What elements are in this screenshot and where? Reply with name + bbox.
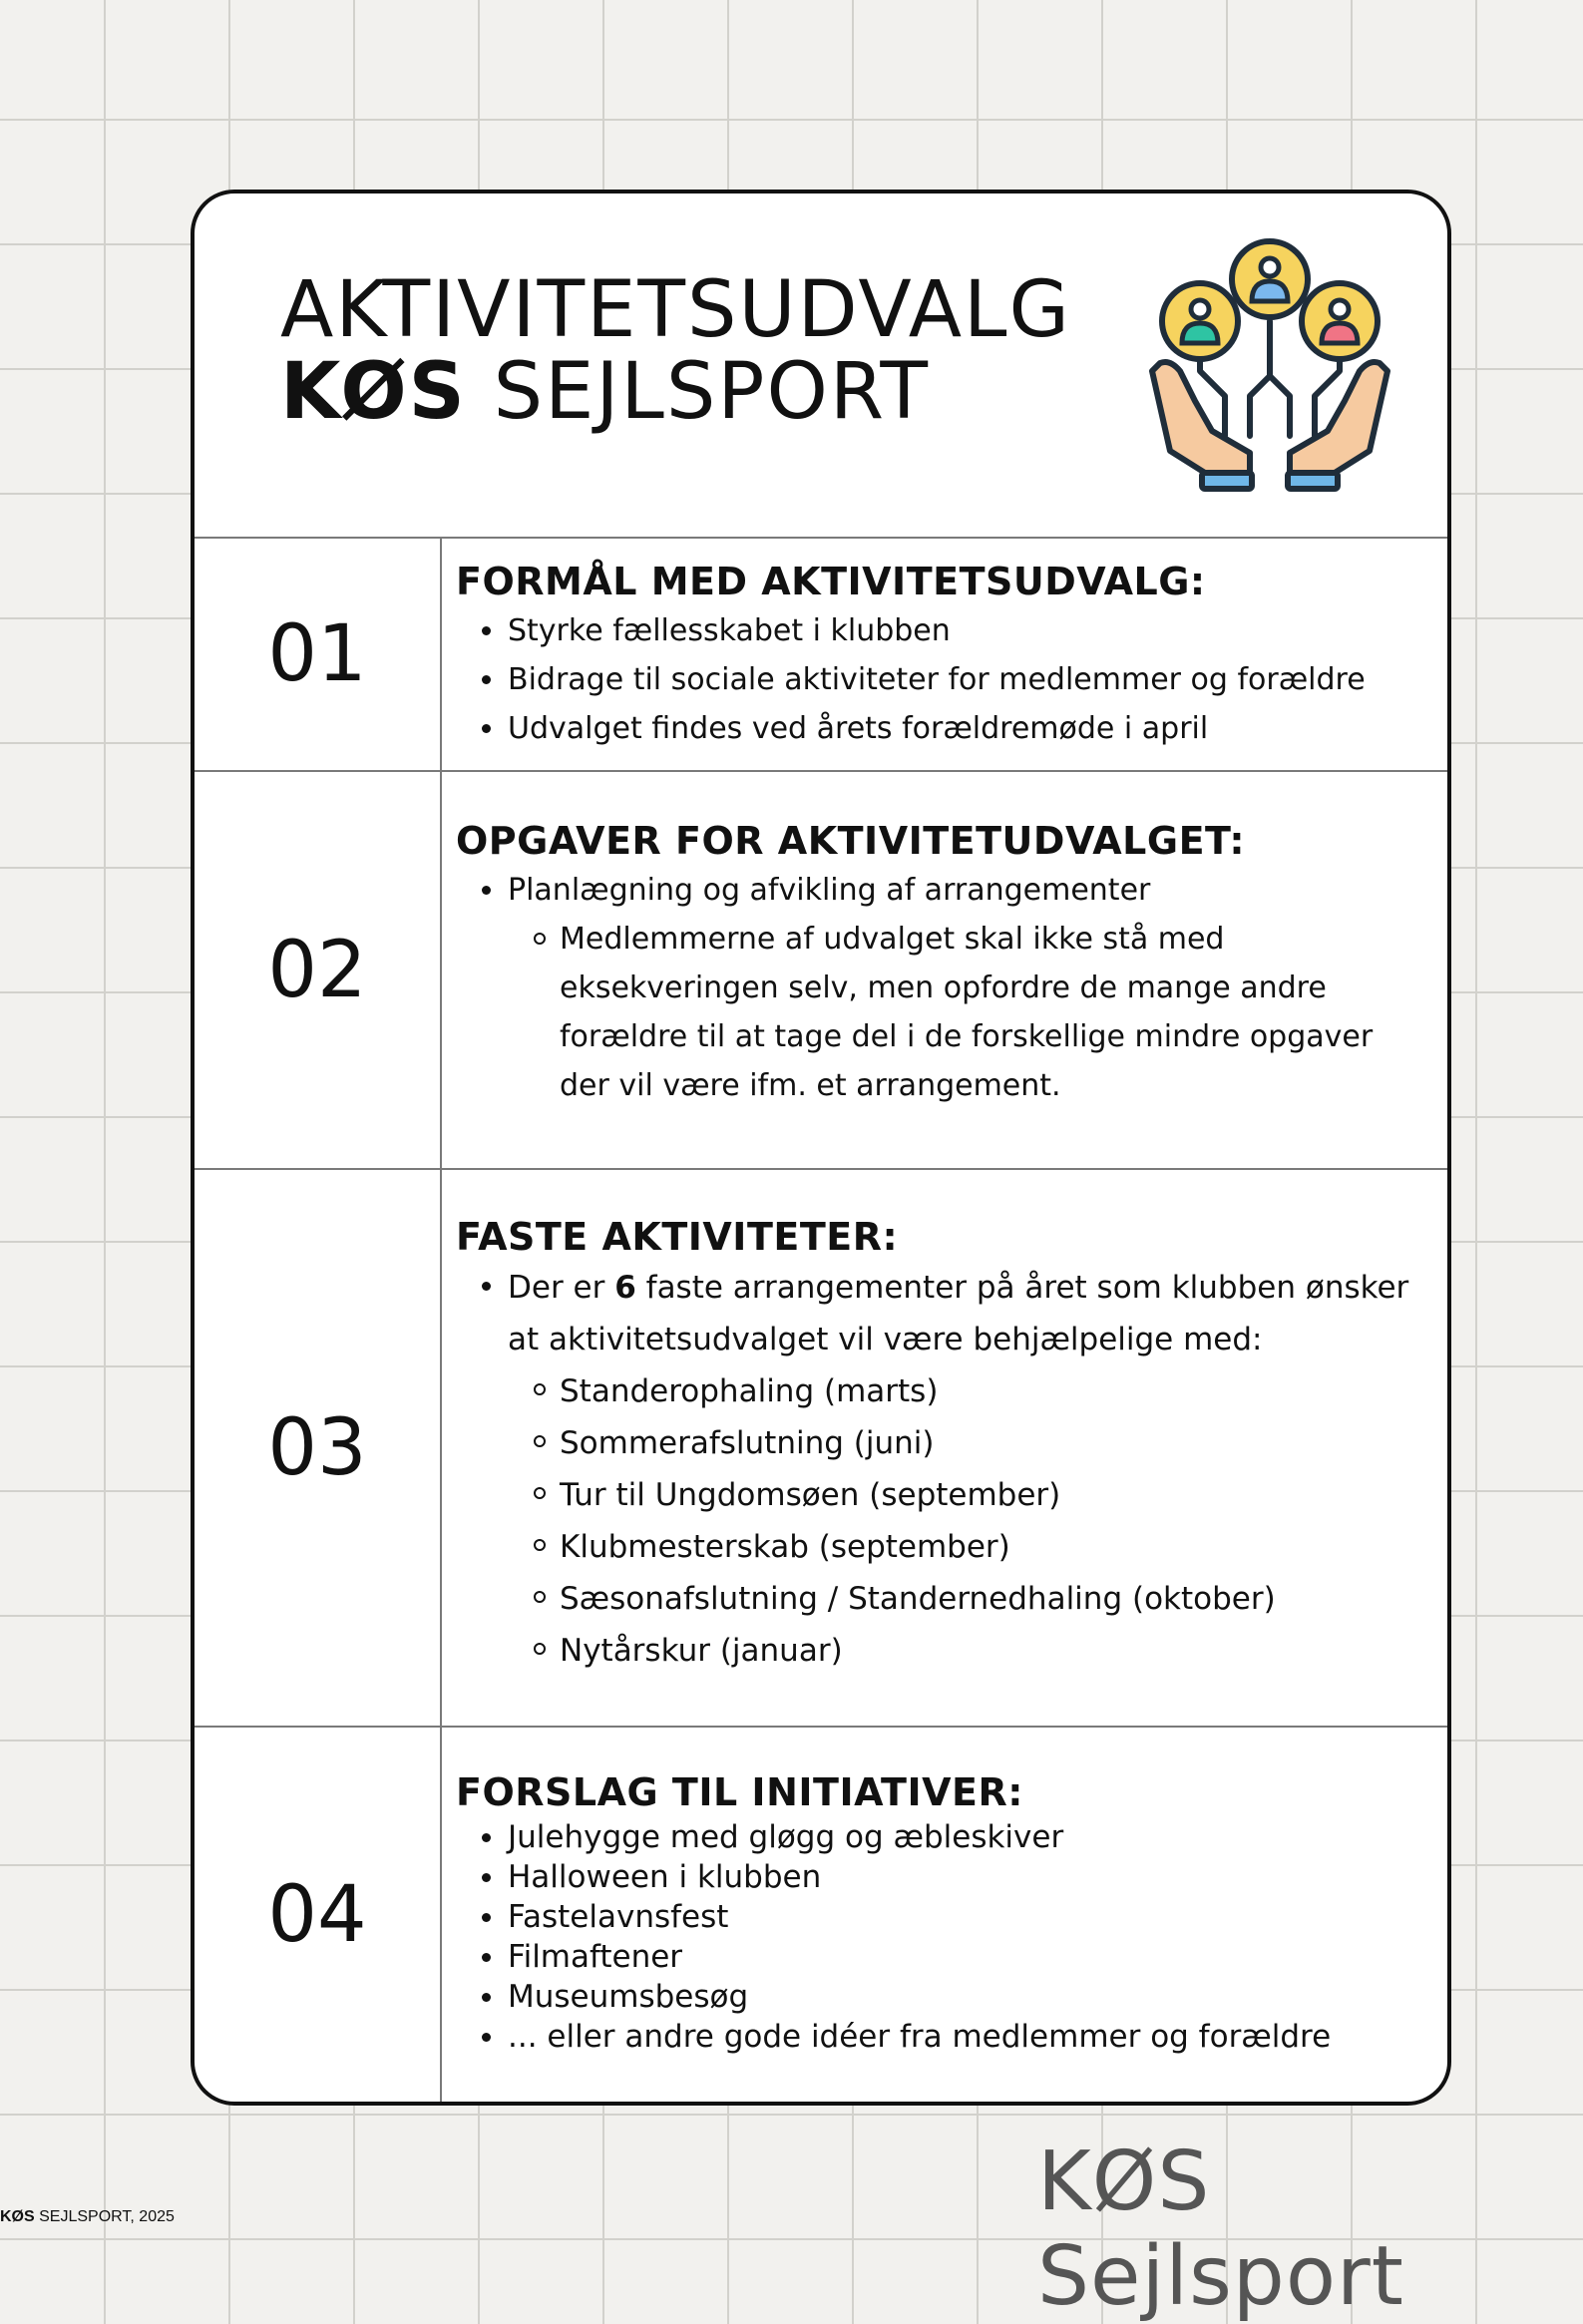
title-rest-part: SEJLSPORT — [466, 347, 931, 437]
intro-post: faste arrangementer på året som klubben ønsker at aktivitetsudvalget vil være behjælpelige med: — [508, 1270, 1409, 1357]
list-item — [456, 866, 1427, 1110]
list-item: Julehygge med gløgg og æbleskiver — [456, 1817, 1427, 1857]
list-item: ... eller andre gode idéer fra medlemmer og forældre — [456, 2017, 1427, 2057]
sub-list-item: Sommerafslutning (juni) — [508, 1417, 1427, 1469]
sub-list-item: Klubmesterskab (september) — [508, 1521, 1427, 1573]
section-content — [442, 772, 1447, 1168]
intro-pre: Der er — [508, 1270, 615, 1306]
section-number: 01 — [195, 539, 442, 770]
section-row-1 — [195, 539, 1447, 772]
sub-list-item: Standerophaling (marts) — [508, 1365, 1427, 1417]
list-item: Filmaftener — [456, 1937, 1427, 1977]
title-line-2 — [280, 347, 1071, 437]
footer-rest: SEJLSPORT, 2025 — [34, 2208, 175, 2225]
section-number: 04 — [195, 1728, 442, 2102]
sub-bullet-list — [508, 1365, 1427, 1677]
section-row-3 — [195, 1170, 1447, 1728]
title-line-1: AKTIVITETSUDVALG — [280, 265, 1071, 355]
section-row-4 — [195, 1728, 1447, 2102]
list-item: Bidrage til sociale aktiviteter for medlemmer og forældre — [456, 655, 1427, 704]
sub-list-item: Nytårskur (januar) — [508, 1625, 1427, 1677]
list-item-text: Planlægning og afvikling af arrangementer — [508, 873, 1151, 908]
sub-bullet-list — [508, 915, 1427, 1110]
footer-copyright — [0, 2208, 175, 2226]
intro-count: 6 — [614, 1270, 636, 1306]
sub-list-item: Sæsonafslutning / Standernedhaling (oktober) — [508, 1573, 1427, 1625]
bullet-list — [456, 866, 1427, 1110]
list-item: Halloween i klubben — [456, 1857, 1427, 1897]
section-number: 03 — [195, 1170, 442, 1726]
section-heading: FASTE AKTIVITETER: — [456, 1215, 899, 1259]
section-heading: OPGAVER FOR AKTIVITETUDVALGET: — [456, 819, 1246, 863]
bullet-list — [456, 1817, 1427, 2057]
section-content — [442, 1728, 1447, 2102]
list-item: Fastelavnsfest — [456, 1897, 1427, 1937]
section-number: 02 — [195, 772, 442, 1168]
card-header — [195, 194, 1447, 539]
page-title — [280, 265, 1071, 437]
community-hands-icon — [1140, 231, 1399, 501]
title-bold-part: KØS — [280, 347, 467, 437]
section-heading: FORSLAG TIL INITIATIVER: — [456, 1770, 1023, 1814]
list-item — [456, 1262, 1427, 1677]
list-item: Styrke fællesskabet i klubben — [456, 606, 1427, 655]
bullet-list — [456, 606, 1427, 753]
footer-logo: KØS Sejlsport — [1037, 2134, 1404, 2324]
section-row-2 — [195, 772, 1447, 1170]
list-item: Udvalget findes ved årets forældremøde i april — [456, 704, 1427, 753]
bullet-list — [456, 1262, 1427, 1677]
sub-list-item: Tur til Ungdomsøen (september) — [508, 1469, 1427, 1521]
section-content — [442, 539, 1447, 770]
section-heading: FORMÅL MED AKTIVITETSUDVALG: — [456, 560, 1206, 603]
footer-bold: KØS — [0, 2208, 35, 2225]
sub-list-item: Medlemmerne af udvalget skal ikke stå med eksekveringen selv, men opfordre de mange andre forældre til at tage del i de forskellige mindre opgaver der vil være ifm. et arrangement. — [508, 915, 1427, 1110]
section-content — [442, 1170, 1447, 1726]
list-item: Museumsbesøg — [456, 1977, 1427, 2017]
info-card — [191, 190, 1451, 2106]
